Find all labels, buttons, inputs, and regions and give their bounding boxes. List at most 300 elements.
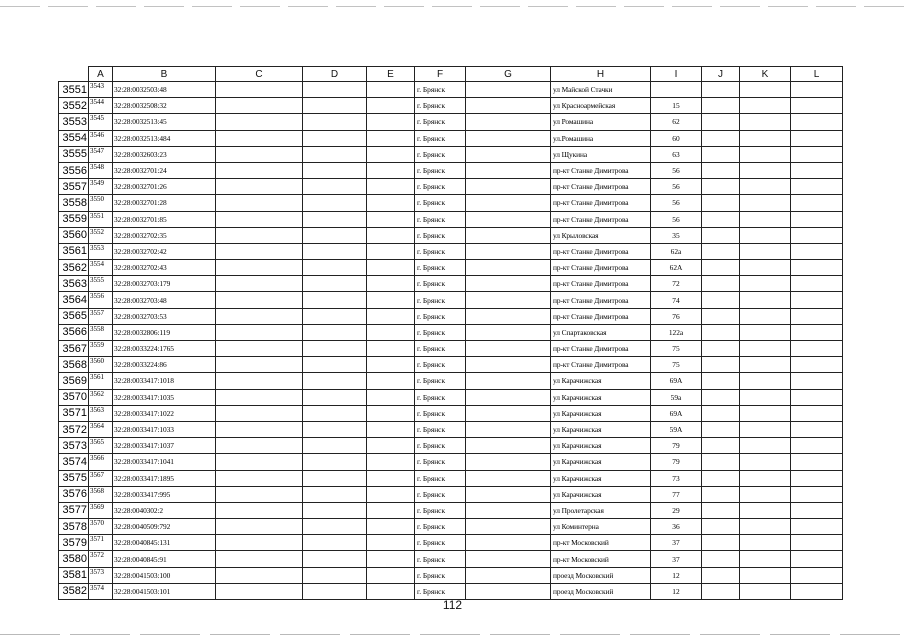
cell-j[interactable] — [702, 421, 740, 437]
cell-f[interactable]: г. Брянск — [415, 421, 466, 437]
cell-b[interactable]: 32:28:0032503:48 — [113, 82, 216, 98]
row-number[interactable]: 3560 — [59, 227, 89, 243]
cell-h[interactable]: ул Карачижская — [551, 389, 651, 405]
cell-c[interactable] — [216, 324, 303, 340]
cell-h[interactable]: ул Щукина — [551, 146, 651, 162]
row-number[interactable]: 3576 — [59, 486, 89, 502]
row-number[interactable]: 3574 — [59, 454, 89, 470]
cell-b[interactable]: 32:28:0032603:23 — [113, 146, 216, 162]
cell-l[interactable] — [791, 421, 843, 437]
cell-k[interactable] — [740, 535, 791, 551]
row-number[interactable]: 3570 — [59, 389, 89, 405]
column-header-b[interactable]: B — [113, 67, 216, 82]
cell-j[interactable] — [702, 470, 740, 486]
cell-e[interactable] — [367, 438, 415, 454]
cell-h[interactable]: ул Карачижская — [551, 486, 651, 502]
cell-i[interactable]: 15 — [651, 98, 702, 114]
cell-j[interactable] — [702, 551, 740, 567]
cell-e[interactable] — [367, 567, 415, 583]
cell-j[interactable] — [702, 211, 740, 227]
cell-h[interactable]: ул Карачижская — [551, 421, 651, 437]
cell-f[interactable]: г. Брянск — [415, 535, 466, 551]
cell-d[interactable] — [303, 535, 367, 551]
column-header-c[interactable]: C — [216, 67, 303, 82]
cell-g[interactable] — [466, 324, 551, 340]
cell-i[interactable]: 36 — [651, 519, 702, 535]
row-number[interactable]: 3558 — [59, 195, 89, 211]
cell-e[interactable] — [367, 114, 415, 130]
cell-f[interactable]: г. Брянск — [415, 292, 466, 308]
cell-d[interactable] — [303, 292, 367, 308]
cell-k[interactable] — [740, 276, 791, 292]
cell-g[interactable] — [466, 438, 551, 454]
row-number[interactable]: 3562 — [59, 260, 89, 276]
cell-l[interactable] — [791, 551, 843, 567]
cell-i[interactable]: 59а — [651, 389, 702, 405]
cell-h[interactable]: ул Ромашина — [551, 114, 651, 130]
cell-a[interactable]: 3558 — [89, 324, 113, 340]
cell-l[interactable] — [791, 276, 843, 292]
cell-b[interactable]: 32:28:0033224:86 — [113, 357, 216, 373]
cell-k[interactable] — [740, 243, 791, 259]
cell-h[interactable]: пр-кт Станке Димитрова — [551, 162, 651, 178]
cell-b[interactable]: 32:28:0032701:28 — [113, 195, 216, 211]
cell-d[interactable] — [303, 519, 367, 535]
cell-h[interactable]: пр-кт Станке Димитрова — [551, 179, 651, 195]
cell-d[interactable] — [303, 179, 367, 195]
cell-l[interactable] — [791, 195, 843, 211]
cell-g[interactable] — [466, 162, 551, 178]
cell-d[interactable] — [303, 421, 367, 437]
cell-g[interactable] — [466, 389, 551, 405]
cell-f[interactable]: г. Брянск — [415, 438, 466, 454]
row-number[interactable]: 3573 — [59, 438, 89, 454]
cell-a[interactable]: 3545 — [89, 114, 113, 130]
cell-b[interactable]: 32:28:0032702:42 — [113, 243, 216, 259]
cell-j[interactable] — [702, 243, 740, 259]
cell-h[interactable]: ул Крыловская — [551, 227, 651, 243]
cell-b[interactable]: 32:28:0032513:45 — [113, 114, 216, 130]
row-number[interactable]: 3552 — [59, 98, 89, 114]
cell-l[interactable] — [791, 130, 843, 146]
cell-c[interactable] — [216, 502, 303, 518]
cell-b[interactable]: 32:28:0032703:179 — [113, 276, 216, 292]
cell-g[interactable] — [466, 535, 551, 551]
cell-g[interactable] — [466, 211, 551, 227]
cell-h[interactable]: пр-кт Станке Димитрова — [551, 260, 651, 276]
cell-d[interactable] — [303, 389, 367, 405]
cell-f[interactable]: г. Брянск — [415, 308, 466, 324]
cell-i[interactable]: 12 — [651, 583, 702, 599]
row-number[interactable]: 3581 — [59, 567, 89, 583]
cell-b[interactable]: 32:28:0032806:119 — [113, 324, 216, 340]
cell-j[interactable] — [702, 389, 740, 405]
cell-b[interactable]: 32:28:0032702:35 — [113, 227, 216, 243]
cell-b[interactable]: 32:28:0033417:1022 — [113, 405, 216, 421]
cell-h[interactable]: ул Карачижская — [551, 470, 651, 486]
cell-h[interactable]: проезд Московский — [551, 583, 651, 599]
cell-k[interactable] — [740, 114, 791, 130]
cell-j[interactable] — [702, 535, 740, 551]
row-number[interactable]: 3577 — [59, 502, 89, 518]
cell-g[interactable] — [466, 486, 551, 502]
row-number[interactable]: 3579 — [59, 535, 89, 551]
cell-h[interactable]: проезд Московский — [551, 567, 651, 583]
cell-j[interactable] — [702, 308, 740, 324]
cell-j[interactable] — [702, 292, 740, 308]
cell-g[interactable] — [466, 519, 551, 535]
cell-k[interactable] — [740, 98, 791, 114]
cell-g[interactable] — [466, 421, 551, 437]
cell-k[interactable] — [740, 260, 791, 276]
cell-l[interactable] — [791, 567, 843, 583]
cell-c[interactable] — [216, 114, 303, 130]
cell-c[interactable] — [216, 389, 303, 405]
cell-e[interactable] — [367, 146, 415, 162]
cell-e[interactable] — [367, 162, 415, 178]
cell-a[interactable]: 3574 — [89, 583, 113, 599]
cell-e[interactable] — [367, 308, 415, 324]
cell-j[interactable] — [702, 373, 740, 389]
row-number[interactable]: 3559 — [59, 211, 89, 227]
row-number[interactable]: 3572 — [59, 421, 89, 437]
cell-k[interactable] — [740, 82, 791, 98]
row-number[interactable]: 3568 — [59, 357, 89, 373]
cell-c[interactable] — [216, 438, 303, 454]
cell-b[interactable]: 32:28:0032703:48 — [113, 292, 216, 308]
cell-l[interactable] — [791, 454, 843, 470]
cell-a[interactable]: 3546 — [89, 130, 113, 146]
cell-g[interactable] — [466, 373, 551, 389]
cell-h[interactable]: ул Красноармейская — [551, 98, 651, 114]
cell-i[interactable]: 59А — [651, 421, 702, 437]
cell-i[interactable]: 62а — [651, 243, 702, 259]
cell-i[interactable]: 63 — [651, 146, 702, 162]
cell-c[interactable] — [216, 421, 303, 437]
cell-k[interactable] — [740, 341, 791, 357]
cell-c[interactable] — [216, 98, 303, 114]
cell-i[interactable]: 62 — [651, 114, 702, 130]
row-number[interactable]: 3551 — [59, 82, 89, 98]
cell-h[interactable]: ул Карачижская — [551, 454, 651, 470]
cell-k[interactable] — [740, 502, 791, 518]
cell-f[interactable]: г. Брянск — [415, 470, 466, 486]
cell-k[interactable] — [740, 292, 791, 308]
cell-e[interactable] — [367, 227, 415, 243]
column-header-i[interactable]: I — [651, 67, 702, 82]
cell-a[interactable]: 3555 — [89, 276, 113, 292]
cell-j[interactable] — [702, 454, 740, 470]
cell-e[interactable] — [367, 292, 415, 308]
cell-a[interactable]: 3554 — [89, 260, 113, 276]
cell-l[interactable] — [791, 373, 843, 389]
cell-b[interactable]: 32:28:0033417:995 — [113, 486, 216, 502]
cell-k[interactable] — [740, 130, 791, 146]
cell-j[interactable] — [702, 405, 740, 421]
cell-d[interactable] — [303, 324, 367, 340]
cell-b[interactable]: 32:28:0033417:1035 — [113, 389, 216, 405]
column-header-h[interactable]: H — [551, 67, 651, 82]
cell-l[interactable] — [791, 146, 843, 162]
cell-l[interactable] — [791, 324, 843, 340]
cell-i[interactable]: 75 — [651, 357, 702, 373]
cell-l[interactable] — [791, 535, 843, 551]
cell-k[interactable] — [740, 454, 791, 470]
cell-d[interactable] — [303, 146, 367, 162]
cell-i[interactable]: 77 — [651, 486, 702, 502]
cell-l[interactable] — [791, 292, 843, 308]
cell-i[interactable]: 60 — [651, 130, 702, 146]
cell-f[interactable]: г. Брянск — [415, 179, 466, 195]
cell-h[interactable]: пр-кт Станке Димитрова — [551, 211, 651, 227]
cell-e[interactable] — [367, 195, 415, 211]
row-number[interactable]: 3578 — [59, 519, 89, 535]
cell-i[interactable]: 29 — [651, 502, 702, 518]
cell-f[interactable]: г. Брянск — [415, 373, 466, 389]
cell-k[interactable] — [740, 470, 791, 486]
cell-i[interactable]: 79 — [651, 454, 702, 470]
cell-i[interactable]: 12 — [651, 567, 702, 583]
cell-e[interactable] — [367, 357, 415, 373]
cell-f[interactable]: г. Брянск — [415, 82, 466, 98]
cell-c[interactable] — [216, 195, 303, 211]
cell-j[interactable] — [702, 502, 740, 518]
cell-k[interactable] — [740, 567, 791, 583]
cell-j[interactable] — [702, 114, 740, 130]
cell-a[interactable]: 3560 — [89, 357, 113, 373]
column-header-g[interactable]: G — [466, 67, 551, 82]
row-number[interactable]: 3566 — [59, 324, 89, 340]
cell-a[interactable]: 3552 — [89, 227, 113, 243]
cell-f[interactable]: г. Брянск — [415, 583, 466, 599]
cell-b[interactable]: 32:28:0033417:1018 — [113, 373, 216, 389]
cell-i[interactable]: 69А — [651, 405, 702, 421]
cell-h[interactable]: ул Карачижская — [551, 438, 651, 454]
cell-j[interactable] — [702, 260, 740, 276]
cell-f[interactable]: г. Брянск — [415, 162, 466, 178]
cell-g[interactable] — [466, 551, 551, 567]
cell-j[interactable] — [702, 98, 740, 114]
cell-d[interactable] — [303, 341, 367, 357]
row-number[interactable]: 3554 — [59, 130, 89, 146]
cell-b[interactable]: 32:28:0032508:32 — [113, 98, 216, 114]
cell-c[interactable] — [216, 260, 303, 276]
cell-b[interactable]: 32:28:0032701:85 — [113, 211, 216, 227]
cell-e[interactable] — [367, 486, 415, 502]
cell-c[interactable] — [216, 486, 303, 502]
cell-a[interactable]: 3569 — [89, 502, 113, 518]
column-header-a[interactable]: A — [89, 67, 113, 82]
cell-f[interactable]: г. Брянск — [415, 389, 466, 405]
cell-f[interactable]: г. Брянск — [415, 357, 466, 373]
cell-c[interactable] — [216, 130, 303, 146]
column-header-k[interactable]: K — [740, 67, 791, 82]
cell-k[interactable] — [740, 405, 791, 421]
cell-k[interactable] — [740, 357, 791, 373]
cell-l[interactable] — [791, 162, 843, 178]
cell-g[interactable] — [466, 195, 551, 211]
cell-i[interactable]: 69А — [651, 373, 702, 389]
cell-g[interactable] — [466, 114, 551, 130]
cell-e[interactable] — [367, 98, 415, 114]
row-number[interactable]: 3563 — [59, 276, 89, 292]
cell-d[interactable] — [303, 276, 367, 292]
cell-j[interactable] — [702, 130, 740, 146]
cell-a[interactable]: 3561 — [89, 373, 113, 389]
cell-i[interactable]: 75 — [651, 341, 702, 357]
cell-f[interactable]: г. Брянск — [415, 405, 466, 421]
cell-f[interactable]: г. Брянск — [415, 276, 466, 292]
cell-l[interactable] — [791, 98, 843, 114]
cell-c[interactable] — [216, 82, 303, 98]
cell-g[interactable] — [466, 227, 551, 243]
cell-a[interactable]: 3564 — [89, 421, 113, 437]
cell-c[interactable] — [216, 551, 303, 567]
cell-f[interactable]: г. Брянск — [415, 260, 466, 276]
row-number[interactable]: 3571 — [59, 405, 89, 421]
cell-k[interactable] — [740, 421, 791, 437]
cell-j[interactable] — [702, 519, 740, 535]
cell-j[interactable] — [702, 567, 740, 583]
cell-c[interactable] — [216, 308, 303, 324]
cell-f[interactable]: г. Брянск — [415, 146, 466, 162]
cell-a[interactable]: 3550 — [89, 195, 113, 211]
cell-d[interactable] — [303, 357, 367, 373]
cell-c[interactable] — [216, 357, 303, 373]
cell-f[interactable]: г. Брянск — [415, 341, 466, 357]
cell-a[interactable]: 3570 — [89, 519, 113, 535]
cell-h[interactable]: пр-кт Станке Димитрова — [551, 292, 651, 308]
cell-k[interactable] — [740, 373, 791, 389]
cell-c[interactable] — [216, 567, 303, 583]
cell-d[interactable] — [303, 470, 367, 486]
cell-a[interactable]: 3544 — [89, 98, 113, 114]
cell-i[interactable]: 74 — [651, 292, 702, 308]
cell-a[interactable]: 3572 — [89, 551, 113, 567]
cell-k[interactable] — [740, 211, 791, 227]
cell-k[interactable] — [740, 146, 791, 162]
row-number[interactable]: 3565 — [59, 308, 89, 324]
row-number[interactable]: 3555 — [59, 146, 89, 162]
cell-b[interactable]: 32:28:0032513:484 — [113, 130, 216, 146]
cell-b[interactable]: 32:28:0032703:53 — [113, 308, 216, 324]
cell-a[interactable]: 3548 — [89, 162, 113, 178]
cell-c[interactable] — [216, 519, 303, 535]
cell-d[interactable] — [303, 308, 367, 324]
cell-f[interactable]: г. Брянск — [415, 227, 466, 243]
cell-f[interactable]: г. Брянск — [415, 243, 466, 259]
cell-a[interactable]: 3557 — [89, 308, 113, 324]
cell-e[interactable] — [367, 421, 415, 437]
cell-c[interactable] — [216, 276, 303, 292]
cell-k[interactable] — [740, 179, 791, 195]
cell-h[interactable]: пр-кт Московский — [551, 551, 651, 567]
cell-d[interactable] — [303, 373, 367, 389]
cell-h[interactable]: ул Карачижская — [551, 405, 651, 421]
cell-k[interactable] — [740, 227, 791, 243]
cell-g[interactable] — [466, 292, 551, 308]
cell-e[interactable] — [367, 211, 415, 227]
cell-i[interactable]: 37 — [651, 535, 702, 551]
cell-d[interactable] — [303, 211, 367, 227]
cell-i[interactable]: 79 — [651, 438, 702, 454]
cell-b[interactable]: 32:28:0033417:1033 — [113, 421, 216, 437]
cell-c[interactable] — [216, 243, 303, 259]
cell-d[interactable] — [303, 98, 367, 114]
cell-a[interactable]: 3565 — [89, 438, 113, 454]
cell-a[interactable]: 3562 — [89, 389, 113, 405]
cell-c[interactable] — [216, 341, 303, 357]
cell-e[interactable] — [367, 389, 415, 405]
cell-l[interactable] — [791, 502, 843, 518]
cell-d[interactable] — [303, 438, 367, 454]
cell-g[interactable] — [466, 405, 551, 421]
cell-f[interactable]: г. Брянск — [415, 98, 466, 114]
cell-g[interactable] — [466, 470, 551, 486]
cell-h[interactable]: пр-кт Станке Димитрова — [551, 341, 651, 357]
cell-j[interactable] — [702, 146, 740, 162]
cell-d[interactable] — [303, 243, 367, 259]
column-header-l[interactable]: L — [791, 67, 843, 82]
cell-l[interactable] — [791, 179, 843, 195]
cell-l[interactable] — [791, 82, 843, 98]
cell-a[interactable]: 3553 — [89, 243, 113, 259]
cell-g[interactable] — [466, 454, 551, 470]
cell-e[interactable] — [367, 260, 415, 276]
cell-f[interactable]: г. Брянск — [415, 211, 466, 227]
cell-f[interactable]: г. Брянск — [415, 195, 466, 211]
column-header-d[interactable]: D — [303, 67, 367, 82]
cell-g[interactable] — [466, 502, 551, 518]
column-header-j[interactable]: J — [702, 67, 740, 82]
cell-b[interactable]: 32:28:0040509:792 — [113, 519, 216, 535]
cell-d[interactable] — [303, 114, 367, 130]
cell-h[interactable]: ул Майской Стачки — [551, 82, 651, 98]
cell-f[interactable]: г. Брянск — [415, 567, 466, 583]
cell-i[interactable]: 122а — [651, 324, 702, 340]
cell-a[interactable]: 3568 — [89, 486, 113, 502]
cell-f[interactable]: г. Брянск — [415, 551, 466, 567]
cell-j[interactable] — [702, 357, 740, 373]
cell-c[interactable] — [216, 535, 303, 551]
cell-e[interactable] — [367, 243, 415, 259]
cell-d[interactable] — [303, 551, 367, 567]
cell-i[interactable]: 56 — [651, 211, 702, 227]
cell-a[interactable]: 3567 — [89, 470, 113, 486]
cell-c[interactable] — [216, 405, 303, 421]
cell-a[interactable]: 3573 — [89, 567, 113, 583]
cell-l[interactable] — [791, 227, 843, 243]
cell-e[interactable] — [367, 535, 415, 551]
cell-l[interactable] — [791, 308, 843, 324]
cell-c[interactable] — [216, 373, 303, 389]
cell-j[interactable] — [702, 82, 740, 98]
cell-h[interactable]: ул Коминтерна — [551, 519, 651, 535]
cell-b[interactable]: 32:28:0033417:1895 — [113, 470, 216, 486]
cell-d[interactable] — [303, 227, 367, 243]
cell-l[interactable] — [791, 357, 843, 373]
cell-h[interactable]: пр-кт Московский — [551, 535, 651, 551]
cell-e[interactable] — [367, 454, 415, 470]
cell-d[interactable] — [303, 195, 367, 211]
row-number[interactable]: 3561 — [59, 243, 89, 259]
cell-h[interactable]: пр-кт Станке Димитрова — [551, 308, 651, 324]
cell-a[interactable]: 3549 — [89, 179, 113, 195]
cell-l[interactable] — [791, 114, 843, 130]
cell-e[interactable] — [367, 470, 415, 486]
cell-d[interactable] — [303, 260, 367, 276]
cell-b[interactable]: 32:28:0040845:131 — [113, 535, 216, 551]
